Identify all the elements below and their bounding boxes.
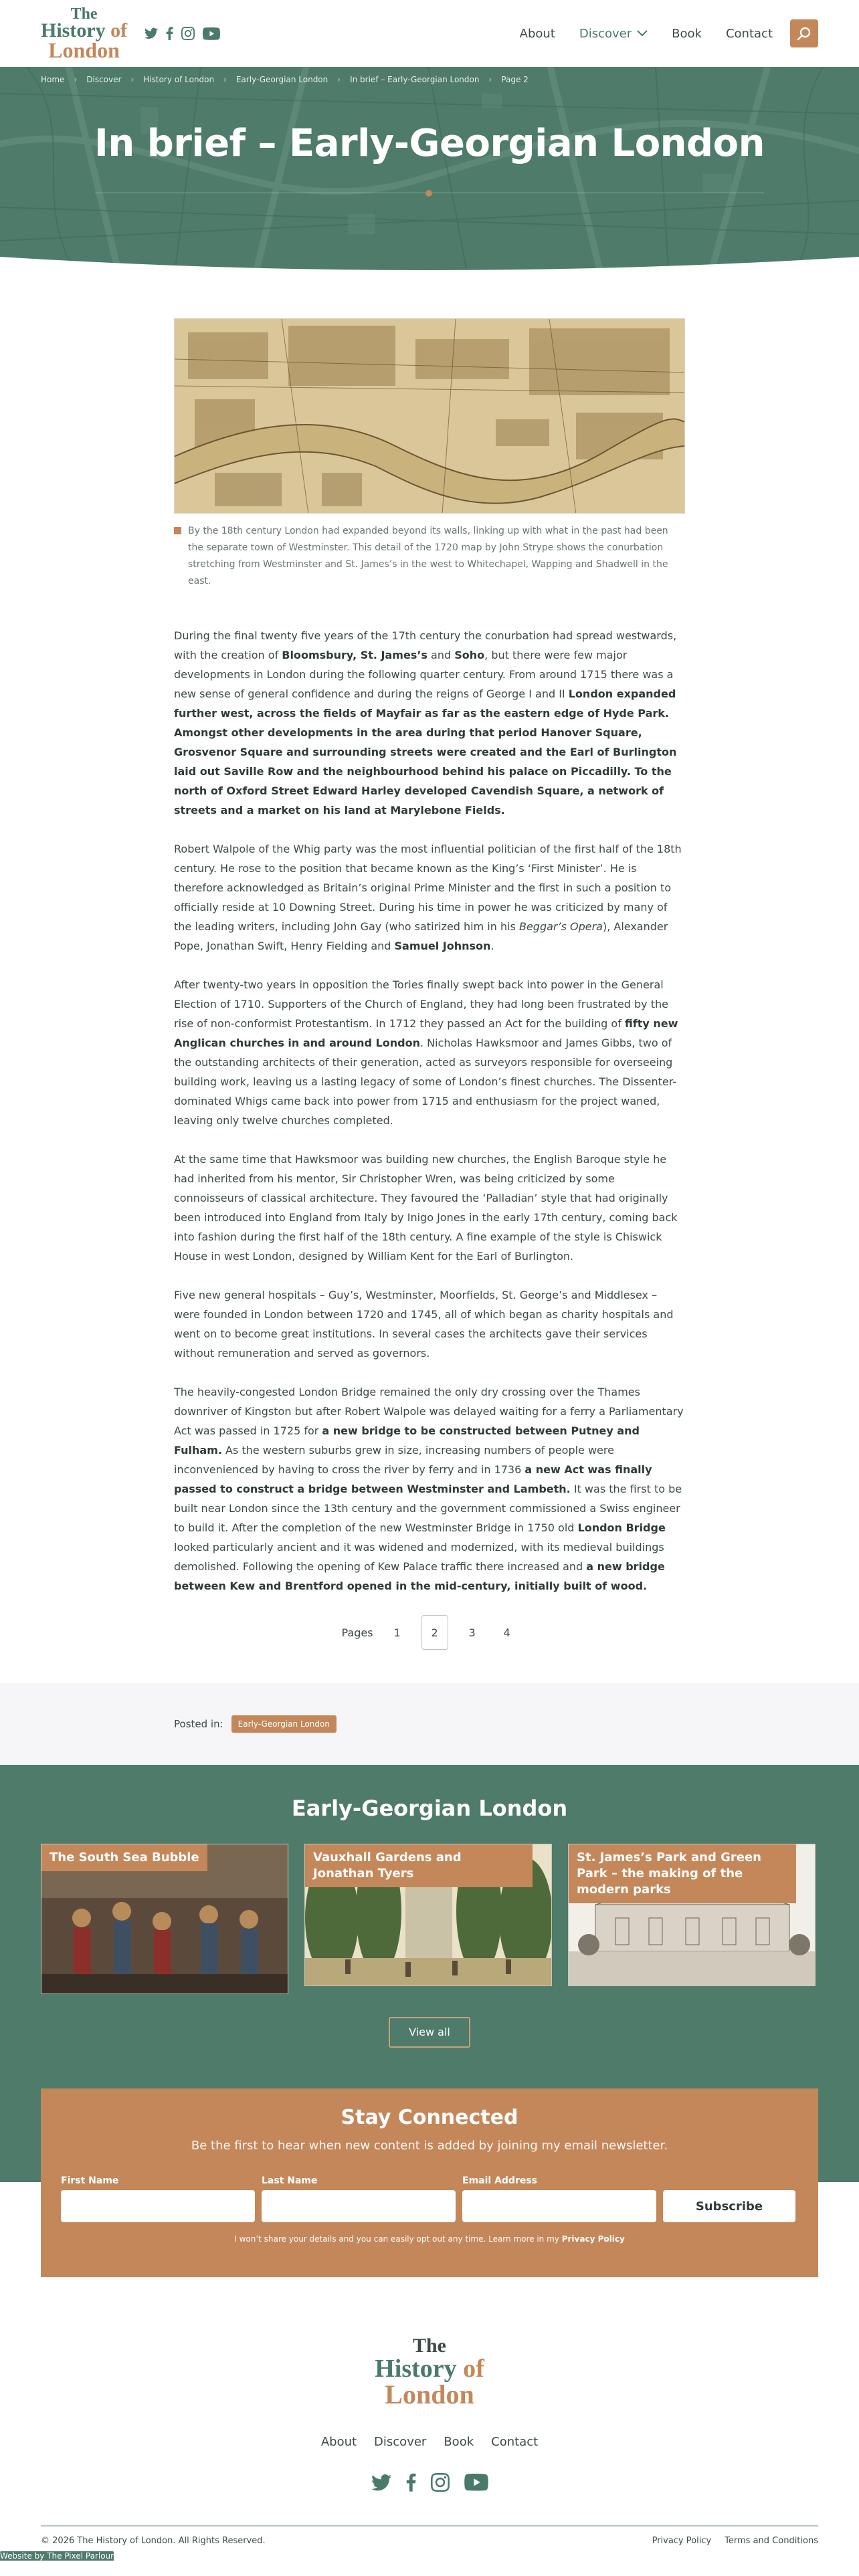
article-body xyxy=(174,626,685,1596)
paragraph: Robert Walpole of the Whig party was the most influential politician of the first half of the 18th century. He rose to the position that became known as the King’s ‘First Minister’. He is therefore acknowledged as Britain’s original Prime Minister and the first in such a position to officially reside at 10 Downing Street. During his time in power he was criticized by many of the leading writers, including John Gay (who satirized him in his Beggar’s Opera), Alexander Pope, Jonathan Swift, Henry Fielding and Samuel Johnson. xyxy=(174,843,682,952)
footer-logo-line-3: London xyxy=(385,2379,474,2409)
breadcrumb-separator: › xyxy=(488,75,492,84)
figure-caption xyxy=(174,523,685,590)
paragraph: The heavily-congested London Bridge remained the only dry crossing over the Thames downriver of Kingston but after Robert Walpole was delayed waiting for a ferry a Parliamentary Act was passed in 1725 for a new bridge to be constructed between Putney and Fulham. As the western suburbs grew in size, increasing numbers of people were inconvenienced by having to cross the river by ferry and in 1736 a new Act was finally passed to construct a bridge between Westminster and Lambeth. It was the first to be built near London since the 13th century and the government commissioned a Swiss engineer to build it. After the completion of the new Westminster Bridge in 1750 old London Bridge looked particularly ancient and it was widened and modernized, with its medieval buildings demolished. Following the opening of Kew Palace traffic there increased and a new bridge between Kew and Brentford opened in the mid-century, initially built of wood. xyxy=(174,1386,684,1592)
nav-discover[interactable] xyxy=(579,27,648,41)
header-social-links xyxy=(145,27,220,40)
paragraph: Five new general hospitals – Guy’s, Westminster, Moorfields, St. George’s and Middlesex – were founded in London between 1720 and 1745, all of which began as charity hospitals and went on to become great institutions. In several cases the architects gave their services without remuneration and served as governors. xyxy=(174,1289,674,1360)
youtube-icon[interactable] xyxy=(203,27,220,40)
search-button[interactable] xyxy=(790,19,818,47)
privacy-policy-link[interactable]: Privacy Policy xyxy=(561,2234,625,2244)
breadcrumb xyxy=(0,67,859,92)
category-tag[interactable]: Early-Georgian London xyxy=(231,1715,337,1733)
main-nav xyxy=(520,27,773,41)
footer-social-links xyxy=(0,2473,859,2492)
site-header xyxy=(0,0,859,67)
logo-line-1: The xyxy=(70,5,98,23)
caption-text: By the 18th century London had expanded beyond its walls, linking up with what in the past had been the separate town of Westminster. This detail of the 1720 map by John Strype shows the conurbation stretching from Westminster and St. James’s in the west to Whitechapel, Wapping and Shadwell in the east. xyxy=(188,526,668,586)
page-link[interactable]: 1 xyxy=(393,1626,401,1639)
footer-nav-contact[interactable]: Contact xyxy=(491,2435,539,2449)
logo-line-3: London xyxy=(48,38,120,62)
breadcrumb-history[interactable]: History of London xyxy=(143,75,215,84)
paragraph: During the final twenty five years of the 17th century the conurbation had spread westwards, with the creation of Bloomsbury, St. James’s and Soho, but there were few major developments in London during the following quarter century. From around 1715 there was a new sense of general confidence and during the reigns of George I and II London expanded further west, across the fields of Mayfair as far as the eastern edge of Hyde Park. Amongst other developments in the area during that period Hanover Square, Grosvenor Square and surrounding streets were created and the Earl of Burlington laid out Saville Row and the neighbourhood behind his palace on Piccadilly. To the north of Oxford Street Edward Harley developed Cavendish Square, a network of streets and a market on his land at Marylebone Fields. xyxy=(174,629,677,817)
newsletter-subheading: Be the first to hear when new content is added by joining my email newsletter. xyxy=(191,2139,668,2153)
posted-in-bar xyxy=(0,1683,859,1765)
footer-logo-history: History xyxy=(375,2355,464,2383)
breadcrumb-separator: › xyxy=(223,75,227,84)
nav-about[interactable]: About xyxy=(519,26,555,41)
related-card-title: The South Sea Bubble xyxy=(41,1844,207,1871)
breadcrumb-separator: › xyxy=(130,75,134,84)
instagram-icon[interactable] xyxy=(181,27,195,40)
hero-bottom-curve xyxy=(0,253,859,280)
footer-nav-discover[interactable]: Discover xyxy=(374,2435,427,2449)
strype-map-image xyxy=(174,318,685,514)
page-link[interactable]: 3 xyxy=(468,1626,476,1639)
subscribe-button[interactable]: Subscribe xyxy=(663,2190,795,2222)
logo-history: History xyxy=(41,19,111,41)
breadcrumb-separator: › xyxy=(74,75,78,84)
last-name-label: Last Name xyxy=(262,2175,318,2186)
newsletter-note: I won’t share your details and you can easily opt out any time. Learn more in my Privacy Policy xyxy=(234,2234,625,2244)
article xyxy=(174,318,685,1650)
related-card[interactable] xyxy=(304,1844,552,1986)
page-link[interactable]: 4 xyxy=(503,1626,510,1639)
page-hero xyxy=(0,67,859,280)
chevron-down-icon xyxy=(637,30,648,37)
footer-bottom-bar xyxy=(41,2525,818,2546)
paragraph: After twenty-two years in opposition the Tories finally swept back into power in the General Election of 1710. Supporters of the Church of England, they had long been frustrated by the rise of non-conformist Protestantism. In 1712 they passed an Act for the building of fifty new Anglican churches in and around London. Nicholas Hawksmoor and James Gibbs, two of the outstanding architects of their generation, acted as surveyors responsible for overseeing building work, leaving us a lasting legacy of some of London’s finest churches. The Dissenter-dominated Whigs came back into power from 1715 and enthusiasm for the project waned, leaving only twelve churches completed. xyxy=(174,978,678,1127)
footer-logo[interactable] xyxy=(0,2336,859,2408)
facebook-icon[interactable] xyxy=(166,27,173,40)
breadcrumb-current: Page 2 xyxy=(501,75,529,84)
nav-book[interactable]: Book xyxy=(672,26,702,41)
footer-logo-line-1: The xyxy=(412,2335,446,2357)
first-name-label: First Name xyxy=(61,2175,119,2186)
caption-marker xyxy=(174,527,181,534)
posted-in-label: Posted in: xyxy=(174,1718,223,1730)
breadcrumb-home[interactable]: Home xyxy=(41,75,65,84)
related-card-title: St. James’s Park and Green Park – the making of the modern parks xyxy=(569,1844,796,1903)
footer-nav-about[interactable]: About xyxy=(320,2435,357,2449)
youtube-icon[interactable] xyxy=(464,2474,488,2491)
breadcrumb-in-brief[interactable]: In brief – Early-Georgian London xyxy=(350,75,480,84)
footer-nav xyxy=(0,2435,859,2449)
email-label: Email Address xyxy=(462,2175,538,2186)
related-card[interactable] xyxy=(41,1844,288,1994)
paragraph: At the same time that Hawksmoor was building new churches, the English Baroque style he had inherited from his mentor, Sir Christopher Wren, was being criticized by some connoisseurs of classical architecture. They favoured the ‘Palladian’ style that had originally been introduced into England from Italy by Inigo Jones in the early 17th century, coming back into fashion during the first half of the 18th century. A fine example of the style is Chiswick House in west London, designed by William Kent for the Earl of Burlington. xyxy=(174,1153,678,1263)
hero-map-background xyxy=(0,67,859,280)
nav-discover-label: Discover xyxy=(579,26,632,41)
breadcrumb-early-georgian[interactable]: Early-Georgian London xyxy=(235,75,328,84)
search-icon xyxy=(797,26,812,41)
view-all-button[interactable]: View all xyxy=(389,2017,470,2048)
footer-terms-link[interactable]: Terms and Conditions xyxy=(725,2536,818,2546)
page-current: 2 xyxy=(421,1615,448,1650)
footer-privacy-link[interactable]: Privacy Policy xyxy=(652,2536,712,2546)
pagination xyxy=(174,1615,685,1650)
footer-logo-of: of xyxy=(463,2355,484,2383)
related-heading: Early-Georgian London xyxy=(291,1796,568,1821)
breadcrumb-separator: › xyxy=(337,75,341,84)
instagram-icon[interactable] xyxy=(431,2473,450,2492)
newsletter-heading: Stay Connected xyxy=(341,2106,518,2129)
pagination-label: Pages xyxy=(341,1626,373,1639)
copyright: © 2026 The History of London. All Rights Reserved. xyxy=(41,2536,266,2546)
website-credit[interactable]: Website by The Pixel Parlour xyxy=(0,2551,114,2561)
related-articles xyxy=(0,1765,859,2244)
footer-logo-line-2 xyxy=(375,2356,484,2381)
twitter-icon[interactable] xyxy=(371,2474,391,2491)
logo-of: of xyxy=(110,19,128,41)
title-divider-dot xyxy=(425,190,432,197)
nav-contact[interactable]: Contact xyxy=(725,26,773,41)
site-logo[interactable] xyxy=(41,6,127,61)
site-footer xyxy=(0,2182,859,2566)
related-card[interactable] xyxy=(568,1844,816,1986)
twitter-icon[interactable] xyxy=(145,27,158,39)
facebook-icon[interactable] xyxy=(406,2473,416,2492)
breadcrumb-discover[interactable]: Discover xyxy=(86,75,122,84)
page-title: In brief – Early-Georgian London xyxy=(94,122,765,165)
related-card-title: Vauxhall Gardens and Jonathan Tyers xyxy=(305,1844,533,1887)
footer-nav-book[interactable]: Book xyxy=(444,2435,474,2449)
